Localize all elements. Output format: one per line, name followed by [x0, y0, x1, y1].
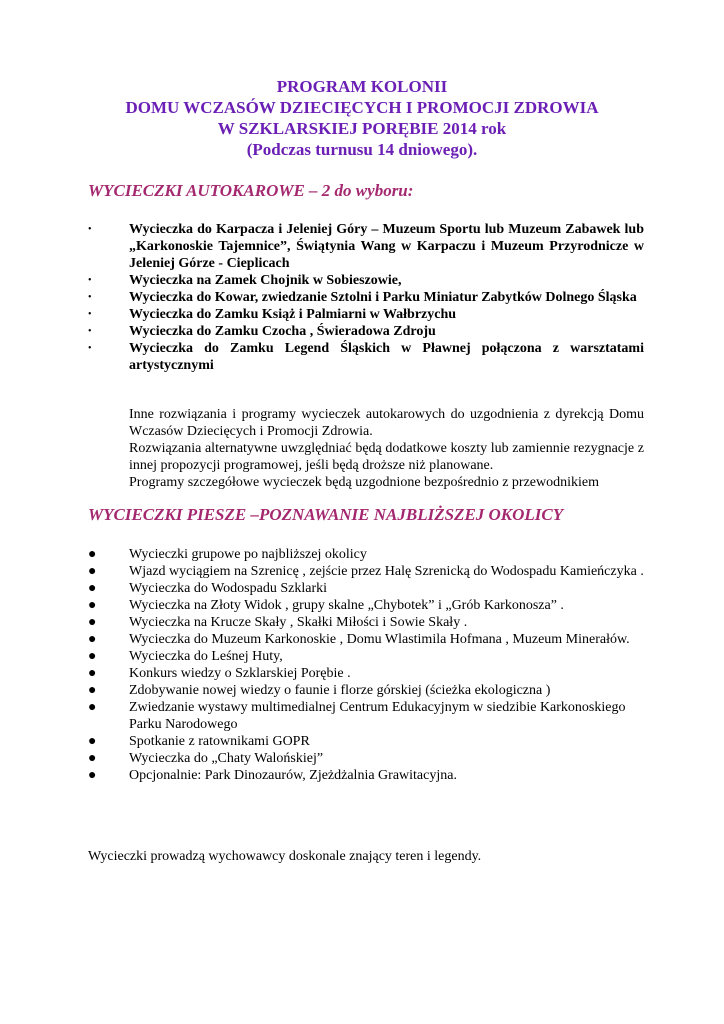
bus-trips-heading: WYCIECZKI AUTOKAROWE – 2 do wyboru: [88, 181, 414, 200]
walking-trips-list [88, 546, 644, 784]
list-item: • Wycieczka do Zamku Książ i Palmiarni w Wałbrzychu [88, 307, 457, 322]
list-item: ● Spotkanie z ratownikami GOPR [88, 734, 310, 749]
bullet-icon: ● [88, 547, 97, 562]
list-item: • Wycieczka do Karpacza i Jeleniej Góry – Muzeum Sportu lub Muzeum Zabawek lub „Karkonoskie Tajemnice”, Świątynia Wang w Karpaczu i Muzeum Przyrodnicze w Jeleniej Górze - Cieplicach [88, 222, 644, 271]
bullet-icon: ● [88, 632, 97, 647]
title-line-2: DOMU WCZASÓW DZIECIĘCYCH I PROMOCJI ZDROWIA [125, 98, 599, 117]
walking-trips-heading: WYCIECZKI PIESZE –POZNAWANIE NAJBLIŻSZEJ OKOLICY [88, 505, 564, 524]
list-item: ● Wjazd wyciągiem na Szrenicę , zejście przez Halę Szrenicką do Wodospadu Kamieńczyka . [88, 564, 644, 579]
bullet-icon: ● [88, 581, 97, 596]
bullet-icon: • [88, 292, 92, 303]
list-item: ● Wycieczki grupowe po najbliższej okolicy [88, 547, 367, 562]
list-item: ● Konkurs wiedzy o Szklarskiej Porębie . [88, 666, 351, 681]
bullet-icon: • [88, 309, 92, 320]
bus-trips-notes [129, 406, 644, 491]
list-item: ● Wycieczka do Wodospadu Szklarki [88, 581, 327, 596]
note-paragraph: Inne rozwiązania i programy wycieczek autokarowych do uzgodnienia z dyrekcją Domu Wczasów Dziecięcych i Promocji Zdrowia. [129, 407, 644, 439]
title-line-3: W SZKLARSKIEJ PORĘBIE 2014 rok [217, 119, 507, 138]
bullet-icon: ● [88, 751, 97, 766]
note-paragraph: Programy szczegółowe wycieczek będą uzgodnione bezpośrednio z przewodnikiem [129, 475, 599, 490]
document-title [60, 76, 664, 160]
title-line-4: (Podczas turnusu 14 dniowego). [246, 140, 478, 159]
list-item: ● Wycieczka do Muzeum Karkonoskie , Domu Wlastimila Hofmana , Muzeum Minerałów. [88, 632, 630, 647]
list-item: • Wycieczka do Kowar, zwiedzanie Sztolni i Parku Miniatur Zabytków Dolnego Śląska [88, 290, 637, 305]
list-item: ● Zdobywanie nowej wiedzy o faunie i florze górskiej (ścieżka ekologiczna ) [88, 683, 551, 698]
bullet-icon: • [88, 326, 92, 337]
bullet-icon: ● [88, 666, 97, 681]
bullet-icon: ● [88, 683, 97, 698]
list-item: • Wycieczka do Zamku Legend Śląskich w Pławnej połączona z warsztatami artystycznymi [88, 341, 644, 373]
title-line-1: PROGRAM KOLONII [276, 77, 448, 96]
bullet-icon: • [88, 343, 92, 354]
bullet-icon: ● [88, 649, 97, 664]
bullet-icon: ● [88, 598, 97, 613]
note-paragraph: Rozwiązania alternatywne uwzględniać będą dodatkowe koszty lub zamiennie rezygnacje z innej propozycji programowej, jeśli będą droższe niż planowane. [129, 441, 644, 473]
list-item: ● Wycieczka na Złoty Widok , grupy skalne „Chybotek” i „Grób Karkonosza” . [88, 598, 564, 613]
list-item: ● Zwiedzanie wystawy multimedialnej Centrum Edukacyjnym w siedzibie Karkonoskiego Parku Narodowego [88, 700, 626, 732]
bullet-icon: ● [88, 615, 97, 630]
list-item: • Wycieczka na Zamek Chojnik w Sobieszowie, [88, 273, 402, 288]
bullet-icon: ● [88, 734, 97, 749]
bullet-icon: ● [88, 700, 97, 715]
list-item: ● Wycieczka na Krucze Skały , Skałki Miłości i Sowie Skały . [88, 615, 468, 630]
bullet-icon: ● [88, 768, 97, 783]
bullet-icon: • [88, 275, 92, 286]
bullet-icon: ● [88, 564, 97, 579]
list-item: ● Wycieczka do Leśnej Huty, [88, 649, 283, 664]
list-item: • Wycieczka do Zamku Czocha , Świeradowa Zdroju [88, 324, 436, 339]
closing-note: Wycieczki prowadzą wychowawcy doskonale znający teren i legendy. [88, 849, 482, 864]
list-item: ● Opcjonalnie: Park Dinozaurów, Zjeżdżalnia Grawitacyjna. [88, 768, 457, 783]
bullet-icon: • [88, 224, 92, 235]
list-item: ● Wycieczka do „Chaty Walońskiej” [88, 751, 324, 766]
bus-trips-list [88, 221, 644, 374]
